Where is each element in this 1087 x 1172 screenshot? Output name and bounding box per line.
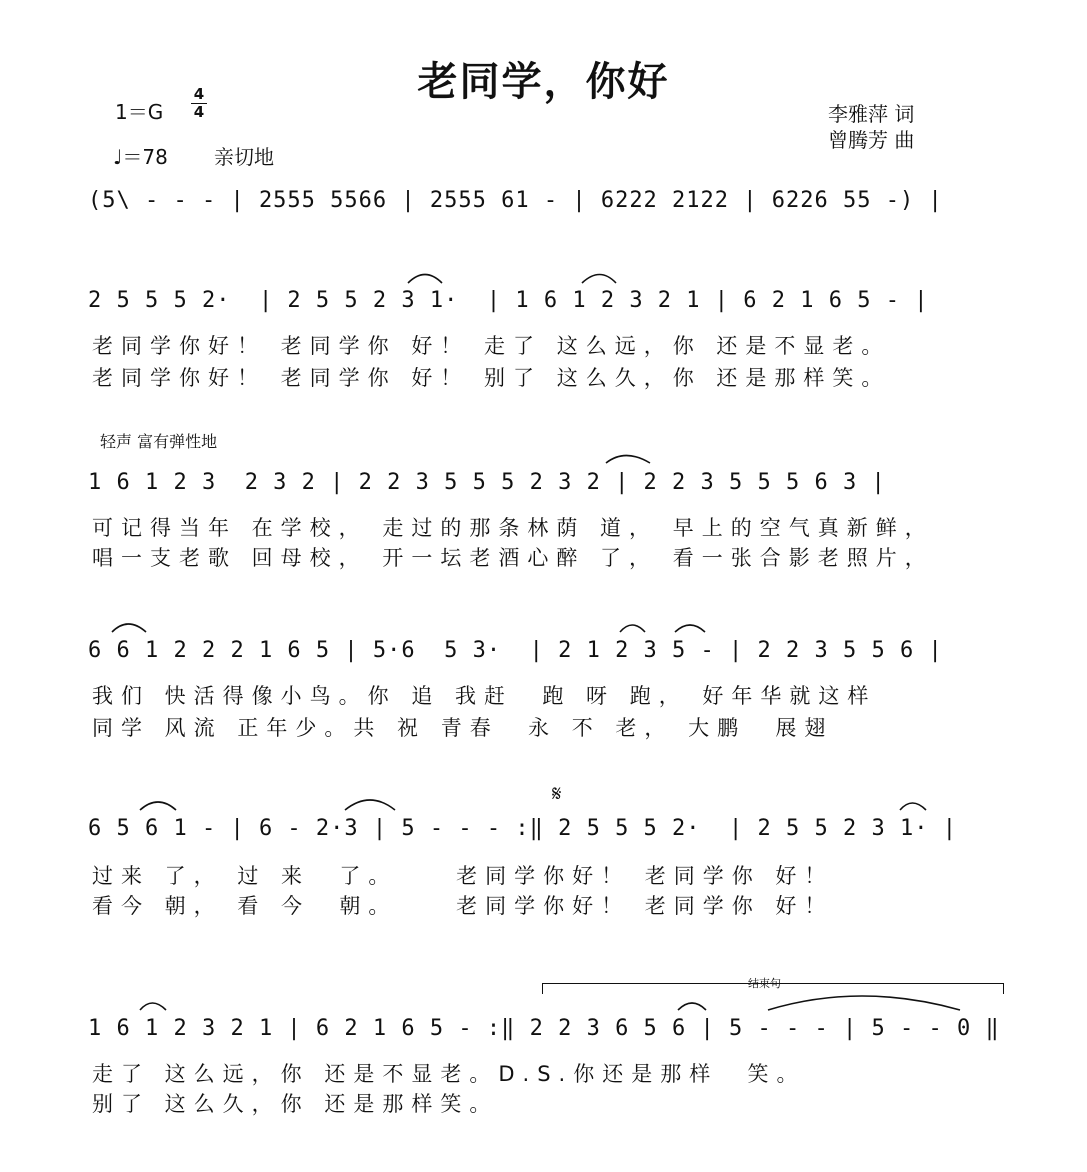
notation-line: 6 6 1 2 2 2 1 6 5 | 5·6 5 3· | 2 1 2 3 5 - | 2 2 3 5 5 6 | xyxy=(88,638,943,663)
coda-label: 结束句 xyxy=(748,977,781,990)
lyric-line: 走了 这么远，你 还是不显老。D.S.你还是那样 笑。 xyxy=(92,1062,806,1086)
slur xyxy=(408,275,442,284)
song-title: 老同学，你好 xyxy=(417,59,670,105)
lyric-line: 老同学你好！ 老同学你 好！ 走了 这么远，你 还是不显老。 xyxy=(92,334,891,358)
slur xyxy=(140,802,176,810)
segno-sign: 𝄋 xyxy=(552,782,562,807)
notation-line: 1 6 1 2 3 2 3 2 | 2 2 3 5 5 5 2 3 2 | 2 2 3 5 5 5 6 3 | xyxy=(88,470,886,495)
slur xyxy=(620,625,645,632)
lyric-line: 看今 朝， 看 今 朝。 老同学你好！ 老同学你 好！ xyxy=(92,894,834,918)
key-signature: 1＝G xyxy=(115,100,164,124)
time-signature-bottom: 4 xyxy=(193,103,205,121)
notation-line: 6 5 6 1 - | 6 - 2·3 | 5 - - - :‖ 2 5 5 5 2· | 2 5 5 2 3 1· | xyxy=(88,816,957,841)
notation-line: 2 5 5 5 2· | 2 5 5 2 3 1· | 1 6 1 2 3 2 1 | 6 2 1 6 5 - | xyxy=(88,288,929,313)
section-expression: 轻声 富有弹性地 xyxy=(100,432,218,451)
slur xyxy=(582,275,616,284)
tempo-marking: ♩＝78 xyxy=(113,145,168,169)
lyric-line: 我们 快活得像小鸟。你 追 我赶 跑 呀 跑， 好年华就这样 xyxy=(92,684,877,708)
notation-line: (5\ - - - | 2555 5566 | 2555 61 - | 6222 2122 | 6226 55 -) | xyxy=(88,188,943,213)
lyric-line: 过来 了， 过 来 了。 老同学你好！ 老同学你 好！ xyxy=(92,864,834,888)
lyric-line: 别了 这么久，你 还是那样笑。 xyxy=(92,1092,499,1116)
slur xyxy=(345,800,395,810)
slur xyxy=(678,1003,706,1010)
notation-line: 1 6 1 2 3 2 1 | 6 2 1 6 5 - :‖ 2 2 3 6 5 6 | 5 - - - | 5 - - 0 ‖ xyxy=(88,1016,1000,1041)
composer-credit: 曾腾芳 曲 xyxy=(828,128,915,152)
lyricist-credit: 李雅萍 词 xyxy=(828,102,915,126)
slur xyxy=(768,996,960,1010)
expression-marking: 亲切地 xyxy=(214,145,274,169)
lyric-line: 同学 风流 正年少。共 祝 青春 永 不 老， 大鹏 展翅 xyxy=(92,716,834,740)
slur xyxy=(112,624,146,632)
time-signature-top: 4 xyxy=(193,85,205,103)
slur xyxy=(140,1003,166,1010)
lyric-line: 可记得当年 在学校， 走过的那条林荫 道， 早上的空气真新鲜， xyxy=(92,516,934,540)
lyric-line: 唱一支老歌 回母校， 开一坛老酒心醉 了， 看一张合影老照片， xyxy=(92,546,934,570)
slur xyxy=(606,456,650,464)
slur xyxy=(675,625,705,632)
lyric-line: 老同学你好！ 老同学你 好！ 别了 这么久，你 还是那样笑。 xyxy=(92,366,891,390)
slur xyxy=(900,803,926,810)
